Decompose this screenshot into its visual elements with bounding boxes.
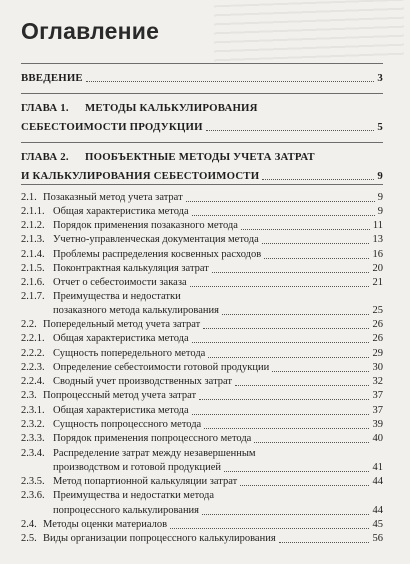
toc-entry-title: МЕТОДЫ КАЛЬКУЛИРОВАНИЯ — [85, 102, 258, 114]
toc-entry[interactable] — [21, 418, 383, 432]
toc-entry[interactable] — [21, 71, 383, 85]
dot-leader — [235, 385, 369, 386]
toc-entry[interactable] — [21, 233, 383, 247]
dot-leader — [241, 229, 370, 230]
toc-entry-title: Позаказный метод учета затрат — [43, 192, 183, 203]
toc-entry-number: 2.3.3. — [21, 433, 45, 444]
dot-leader — [254, 442, 369, 443]
toc-entry-page: 32 — [372, 376, 383, 387]
toc-entry-number: ГЛАВА 2. — [21, 151, 69, 163]
toc-entry-number: 2.3.6. — [21, 490, 45, 501]
toc-entry-number: 2.5. — [21, 533, 37, 544]
toc-entry[interactable] — [21, 432, 383, 446]
toc-entry[interactable] — [21, 532, 383, 546]
toc-entry-number: 2.3.1. — [21, 405, 45, 416]
section-divider — [21, 142, 383, 143]
toc-entry-page: 40 — [372, 433, 383, 444]
toc-entry-title: Учетно-управленческая документация метода — [53, 234, 259, 245]
dot-leader — [262, 243, 369, 244]
toc-entry-title: СЕБЕСТОИМОСТИ ПРОДУКЦИИ — [21, 121, 203, 133]
dot-leader — [186, 201, 375, 202]
toc-entry-title: Общая характеристика метода — [53, 206, 189, 217]
dot-leader — [199, 399, 369, 400]
dot-leader — [279, 542, 369, 543]
toc-entry-number: 2.1.1. — [21, 206, 45, 217]
toc-entry[interactable] — [21, 375, 383, 389]
toc-entry-number: 2.1.6. — [21, 277, 45, 288]
toc-entry[interactable] — [21, 120, 383, 134]
toc-entry-title: Порядок применения попроцессного метода — [53, 433, 252, 444]
toc-entry[interactable] — [21, 276, 383, 290]
toc-entry-title: Сводный учет производственных затрат — [53, 376, 233, 387]
toc-entry[interactable] — [21, 304, 383, 318]
toc-entry-page: 56 — [372, 533, 383, 544]
dot-leader — [203, 328, 369, 329]
toc-entry-page: 29 — [372, 348, 383, 359]
dot-leader — [240, 485, 369, 486]
toc-entry-number: 2.1.5. — [21, 263, 45, 274]
toc-entry-title: Попроцессный метод учета затрат — [43, 390, 197, 401]
dot-leader — [202, 514, 369, 515]
toc-entry-title: Порядок применения позаказного метода — [53, 220, 238, 231]
toc-entry[interactable] — [21, 219, 383, 233]
toc-entry-page: 44 — [372, 505, 383, 516]
toc-entry-title: попроцессного калькулирования — [53, 505, 200, 516]
toc-entry-page: 5 — [377, 121, 383, 133]
toc-entry-page: 3 — [377, 72, 383, 84]
toc-entry[interactable] — [21, 461, 383, 475]
toc-entry[interactable] — [21, 290, 383, 304]
toc-entry-title: Сущность попередельного метода — [53, 348, 206, 359]
toc-entry-page: 37 — [372, 405, 383, 416]
toc-entry-number: 2.1. — [21, 192, 37, 203]
toc-entry[interactable] — [21, 347, 383, 361]
toc-entry-number: 2.2.3. — [21, 362, 45, 373]
dot-leader — [192, 414, 369, 415]
toc-entry-number: ГЛАВА 1. — [21, 102, 69, 114]
toc-entry-title: Преимущества и недостатки — [53, 291, 181, 302]
dot-leader — [192, 215, 375, 216]
toc-entry-page: 26 — [372, 319, 383, 330]
toc-entry-title: Сущность попроцессного метода — [53, 419, 202, 430]
dot-leader — [272, 371, 369, 372]
section-divider — [21, 63, 383, 64]
toc-entry[interactable] — [21, 150, 383, 164]
toc-entry-number: 2.4. — [21, 519, 37, 530]
toc-entry[interactable] — [21, 318, 383, 332]
toc-entry-number: 2.1.4. — [21, 249, 45, 260]
dot-leader — [264, 258, 369, 259]
dot-leader — [208, 357, 369, 358]
toc-entry-number: 2.2.2. — [21, 348, 45, 359]
toc-entry-page: 45 — [372, 519, 383, 530]
toc-entry-title: И КАЛЬКУЛИРОВАНИЯ СЕБЕСТОИМОСТИ — [21, 170, 260, 182]
toc-entry-page: 9 — [377, 206, 383, 217]
toc-entry-page: 9 — [377, 170, 383, 182]
toc-entry-title: Метод попартионной калькуляции затрат — [53, 476, 238, 487]
toc-entry-page: 13 — [372, 234, 383, 245]
toc-entry-title: Преимущества и недостатки метода — [53, 490, 215, 501]
toc-entry[interactable] — [21, 504, 383, 518]
toc-entry-number: 2.2.4. — [21, 376, 45, 387]
dot-leader — [262, 179, 374, 180]
bleed-through-text — [214, 0, 404, 65]
toc-entry-number: 2.3. — [21, 390, 37, 401]
toc-entry[interactable] — [21, 332, 383, 346]
toc-entry-page: 9 — [377, 192, 383, 203]
toc-entry-page: 44 — [372, 476, 383, 487]
toc-entry-page: 37 — [372, 390, 383, 401]
page-title: Оглавление — [21, 18, 160, 44]
dot-leader — [192, 342, 369, 343]
toc-entry-title: Определение себестоимости готовой продукции — [53, 362, 270, 373]
dot-leader — [204, 428, 369, 429]
toc-entry-page: 41 — [372, 462, 383, 473]
toc-entry-number: 2.1.3. — [21, 234, 45, 245]
toc-entry[interactable] — [21, 475, 383, 489]
toc-entry-title: Общая характеристика метода — [53, 405, 189, 416]
toc-entry-number: 2.3.4. — [21, 448, 45, 459]
toc-entry[interactable] — [21, 101, 383, 115]
dot-leader — [212, 272, 369, 273]
toc-entry-page: 30 — [372, 362, 383, 373]
toc-entry-title: позаказного метода калькулирования — [53, 305, 219, 316]
dot-leader — [206, 130, 374, 131]
toc-entry-title: Методы оценки материалов — [43, 519, 168, 530]
section-divider — [21, 184, 383, 185]
toc-entry-page: 20 — [372, 263, 383, 274]
toc-entry-title: производством и готовой продукцией — [53, 462, 222, 473]
toc-entry-page: 16 — [372, 249, 383, 260]
toc-entry-page: 25 — [372, 305, 383, 316]
toc-entry[interactable] — [21, 518, 383, 532]
dot-leader — [86, 81, 374, 82]
toc-entry-page: 39 — [372, 419, 383, 430]
toc-entry-title: Попередельный метод учета затрат — [43, 319, 201, 330]
toc-entry-number: 2.1.2. — [21, 220, 45, 231]
toc-entry-page: 21 — [372, 277, 383, 288]
section-divider — [21, 93, 383, 94]
toc-entry-title: Поконтрактная калькуляция затрат — [53, 263, 209, 274]
dot-leader — [190, 286, 369, 287]
dot-leader — [224, 471, 369, 472]
toc-entry-page: 11 — [372, 220, 383, 231]
toc-entry-title: ВВЕДЕНИЕ — [21, 72, 83, 84]
toc-entry-title: Виды организации попроцессного калькулирования — [43, 533, 276, 544]
toc-entry-title: Отчет о себестоимости заказа — [53, 277, 187, 288]
toc-entry[interactable] — [21, 262, 383, 276]
toc-entry-number: 2.3.2. — [21, 419, 45, 430]
toc-entry[interactable] — [21, 389, 383, 403]
toc-entry[interactable] — [21, 169, 383, 183]
toc-entry-title: Распределение затрат между незавершенным — [53, 448, 256, 459]
toc-entry-title: Проблемы распределения косвенных расходов — [53, 249, 262, 260]
dot-leader — [222, 314, 369, 315]
toc-entry[interactable] — [21, 191, 383, 205]
dot-leader — [170, 528, 369, 529]
toc-entry-number: 2.2.1. — [21, 333, 45, 344]
toc-entry-number: 2.1.7. — [21, 291, 45, 302]
toc-entry[interactable] — [21, 404, 383, 418]
toc-entry-number: 2.3.5. — [21, 476, 45, 487]
toc-entry[interactable] — [21, 205, 383, 219]
toc-entry[interactable] — [21, 447, 383, 461]
toc-entry-page: 26 — [372, 333, 383, 344]
toc-entry-title: ПООБЪЕКТНЫЕ МЕТОДЫ УЧЕТА ЗАТРАТ — [85, 151, 315, 163]
toc-entry-title: Общая характеристика метода — [53, 333, 189, 344]
toc-entry-number: 2.2. — [21, 319, 37, 330]
toc-entry[interactable] — [21, 361, 383, 375]
toc-entry[interactable] — [21, 489, 383, 503]
toc-entry[interactable] — [21, 248, 383, 262]
